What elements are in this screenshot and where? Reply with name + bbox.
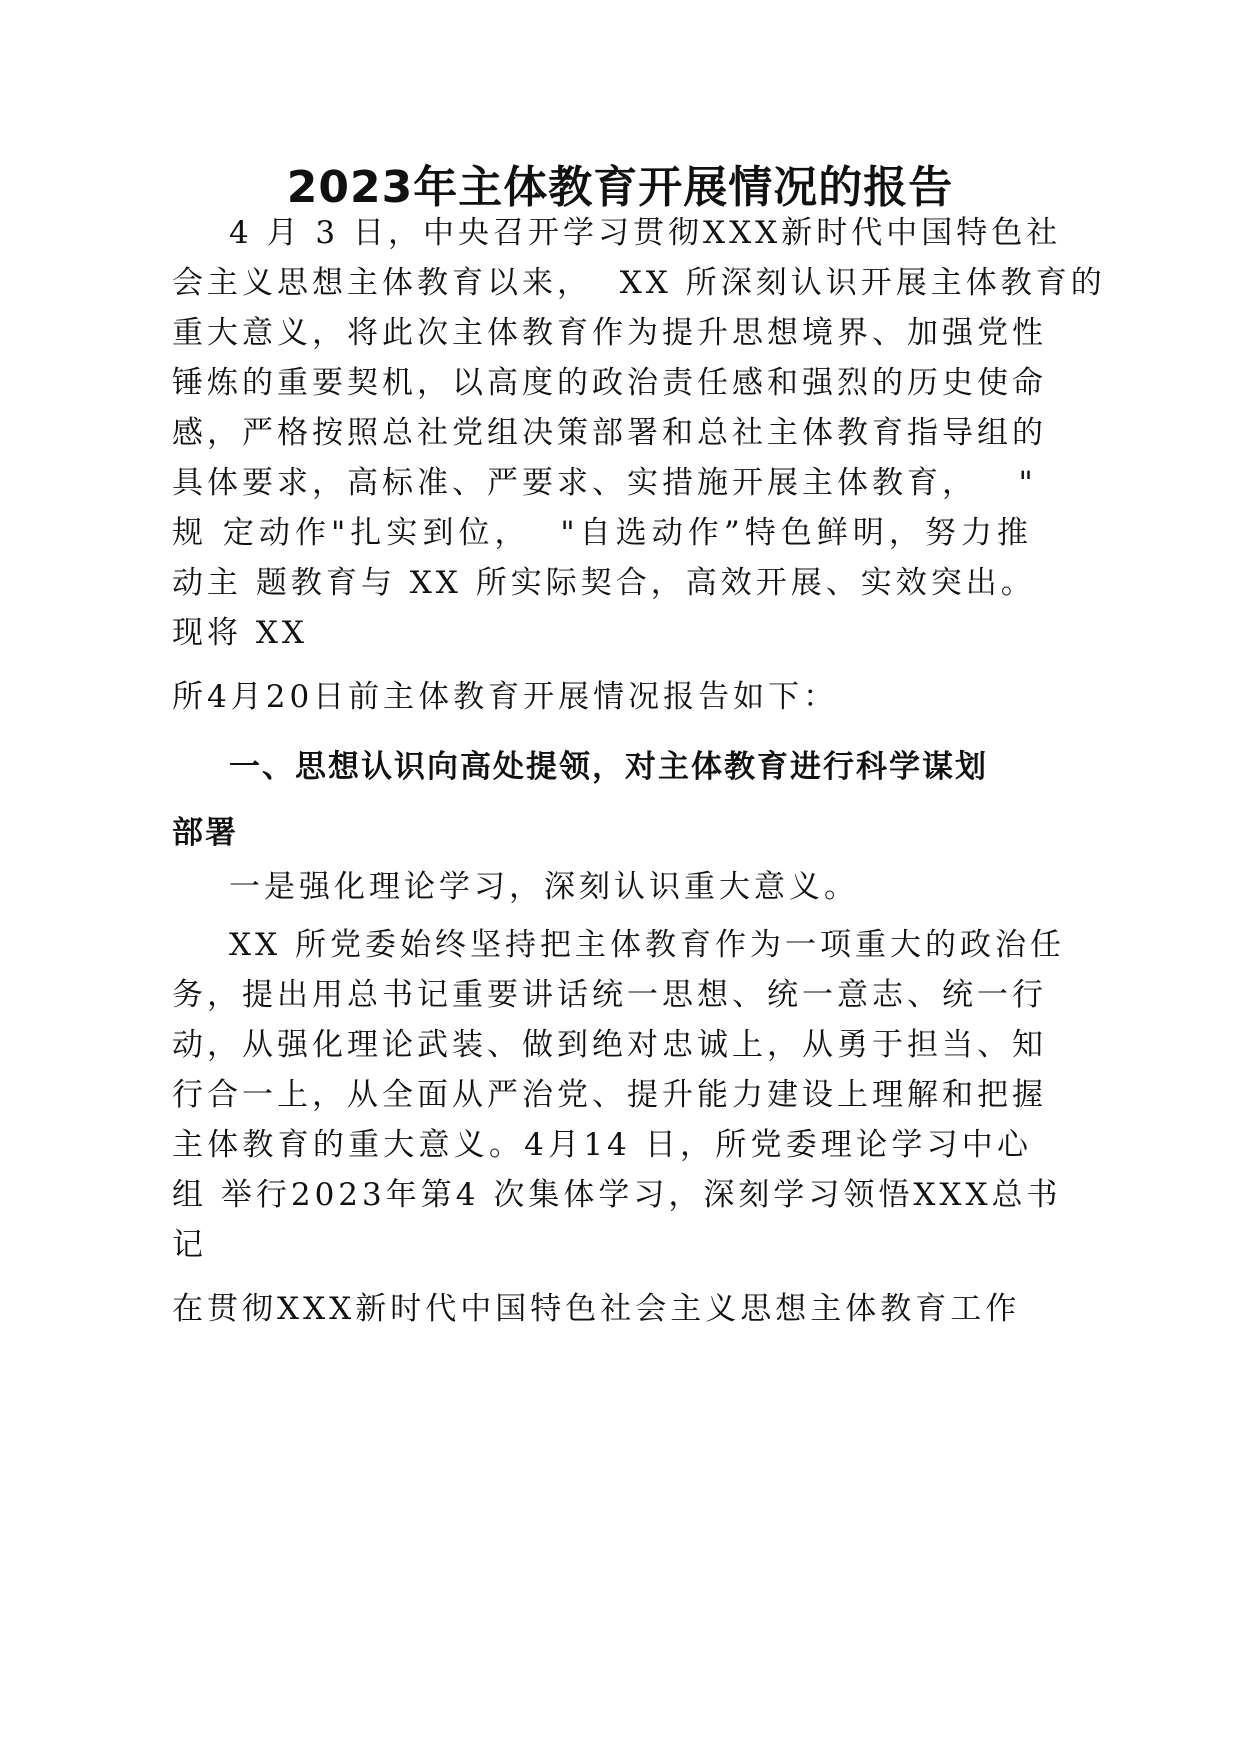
paragraph-line: 4 月 3 日，中央召开学习贯彻XXX新时代中国特色社 xyxy=(229,215,1062,251)
paragraph-line: 现将 XX xyxy=(172,615,308,651)
subsection-title: 一是强化理论学习，深刻认识重大意义。 xyxy=(229,869,859,905)
paragraph-line: 感，严格按照总社党组决策部署和总社主体教育指导组的 xyxy=(172,415,1047,451)
paragraph-line: 重大意义，将此次主体教育作为提升思想境界、加强党性 xyxy=(172,315,1047,351)
paragraph-line: 主体教育的重大意义。4月14 日，所党委理论学习中心 xyxy=(172,1127,1032,1163)
section-heading: 一、思想认识向高处提领，对主体教育进行科学谋划 xyxy=(229,749,988,785)
paragraph-line: 务，提出用总书记重要讲话统一思想、统一意志、统一行 xyxy=(172,977,1047,1013)
paragraph-line: 动，从强化理论武装、做到绝对忠诚上，从勇于担当、知 xyxy=(172,1027,1047,1063)
section-heading-continued: 部署 xyxy=(172,815,238,851)
paragraph-line: 具体要求，高标准、严要求、实措施开展主体教育， " xyxy=(172,465,1037,501)
paragraph-line: 组 举行2023年第4 次集体学习，深刻学习领悟XXX总书 xyxy=(172,1177,1062,1213)
paragraph-line: 行合一上，从全面从严治党、提升能力建设上理解和把握 xyxy=(172,1077,1047,1113)
paragraph-line: 记 xyxy=(172,1227,207,1263)
paragraph-line: 所4月20日前主体教育开展情况报告如下： xyxy=(172,679,839,715)
document-title: 2023年主体教育开展情况的报告 xyxy=(286,162,954,213)
paragraph-line: 动主 题教育与 XX 所实际契合，高效开展、实效突出。 xyxy=(172,565,1036,601)
paragraph-line: 在贯彻XXX新时代中国特色社会主义思想主体教育工作 xyxy=(172,1291,1021,1327)
paragraph-line: 锤炼的重要契机，以高度的政治责任感和强烈的历史使命 xyxy=(172,365,1047,401)
paragraph-line: 会主义思想主体教育以来， XX 所深刻认识开展主体教育的 xyxy=(172,265,1106,301)
paragraph-line: 规 定动作"扎实到位， "自选动作”特色鲜明，努力推 xyxy=(172,515,1032,551)
paragraph-line: XX 所党委始终坚持把主体教育作为一项重大的政治任 xyxy=(229,927,1065,963)
